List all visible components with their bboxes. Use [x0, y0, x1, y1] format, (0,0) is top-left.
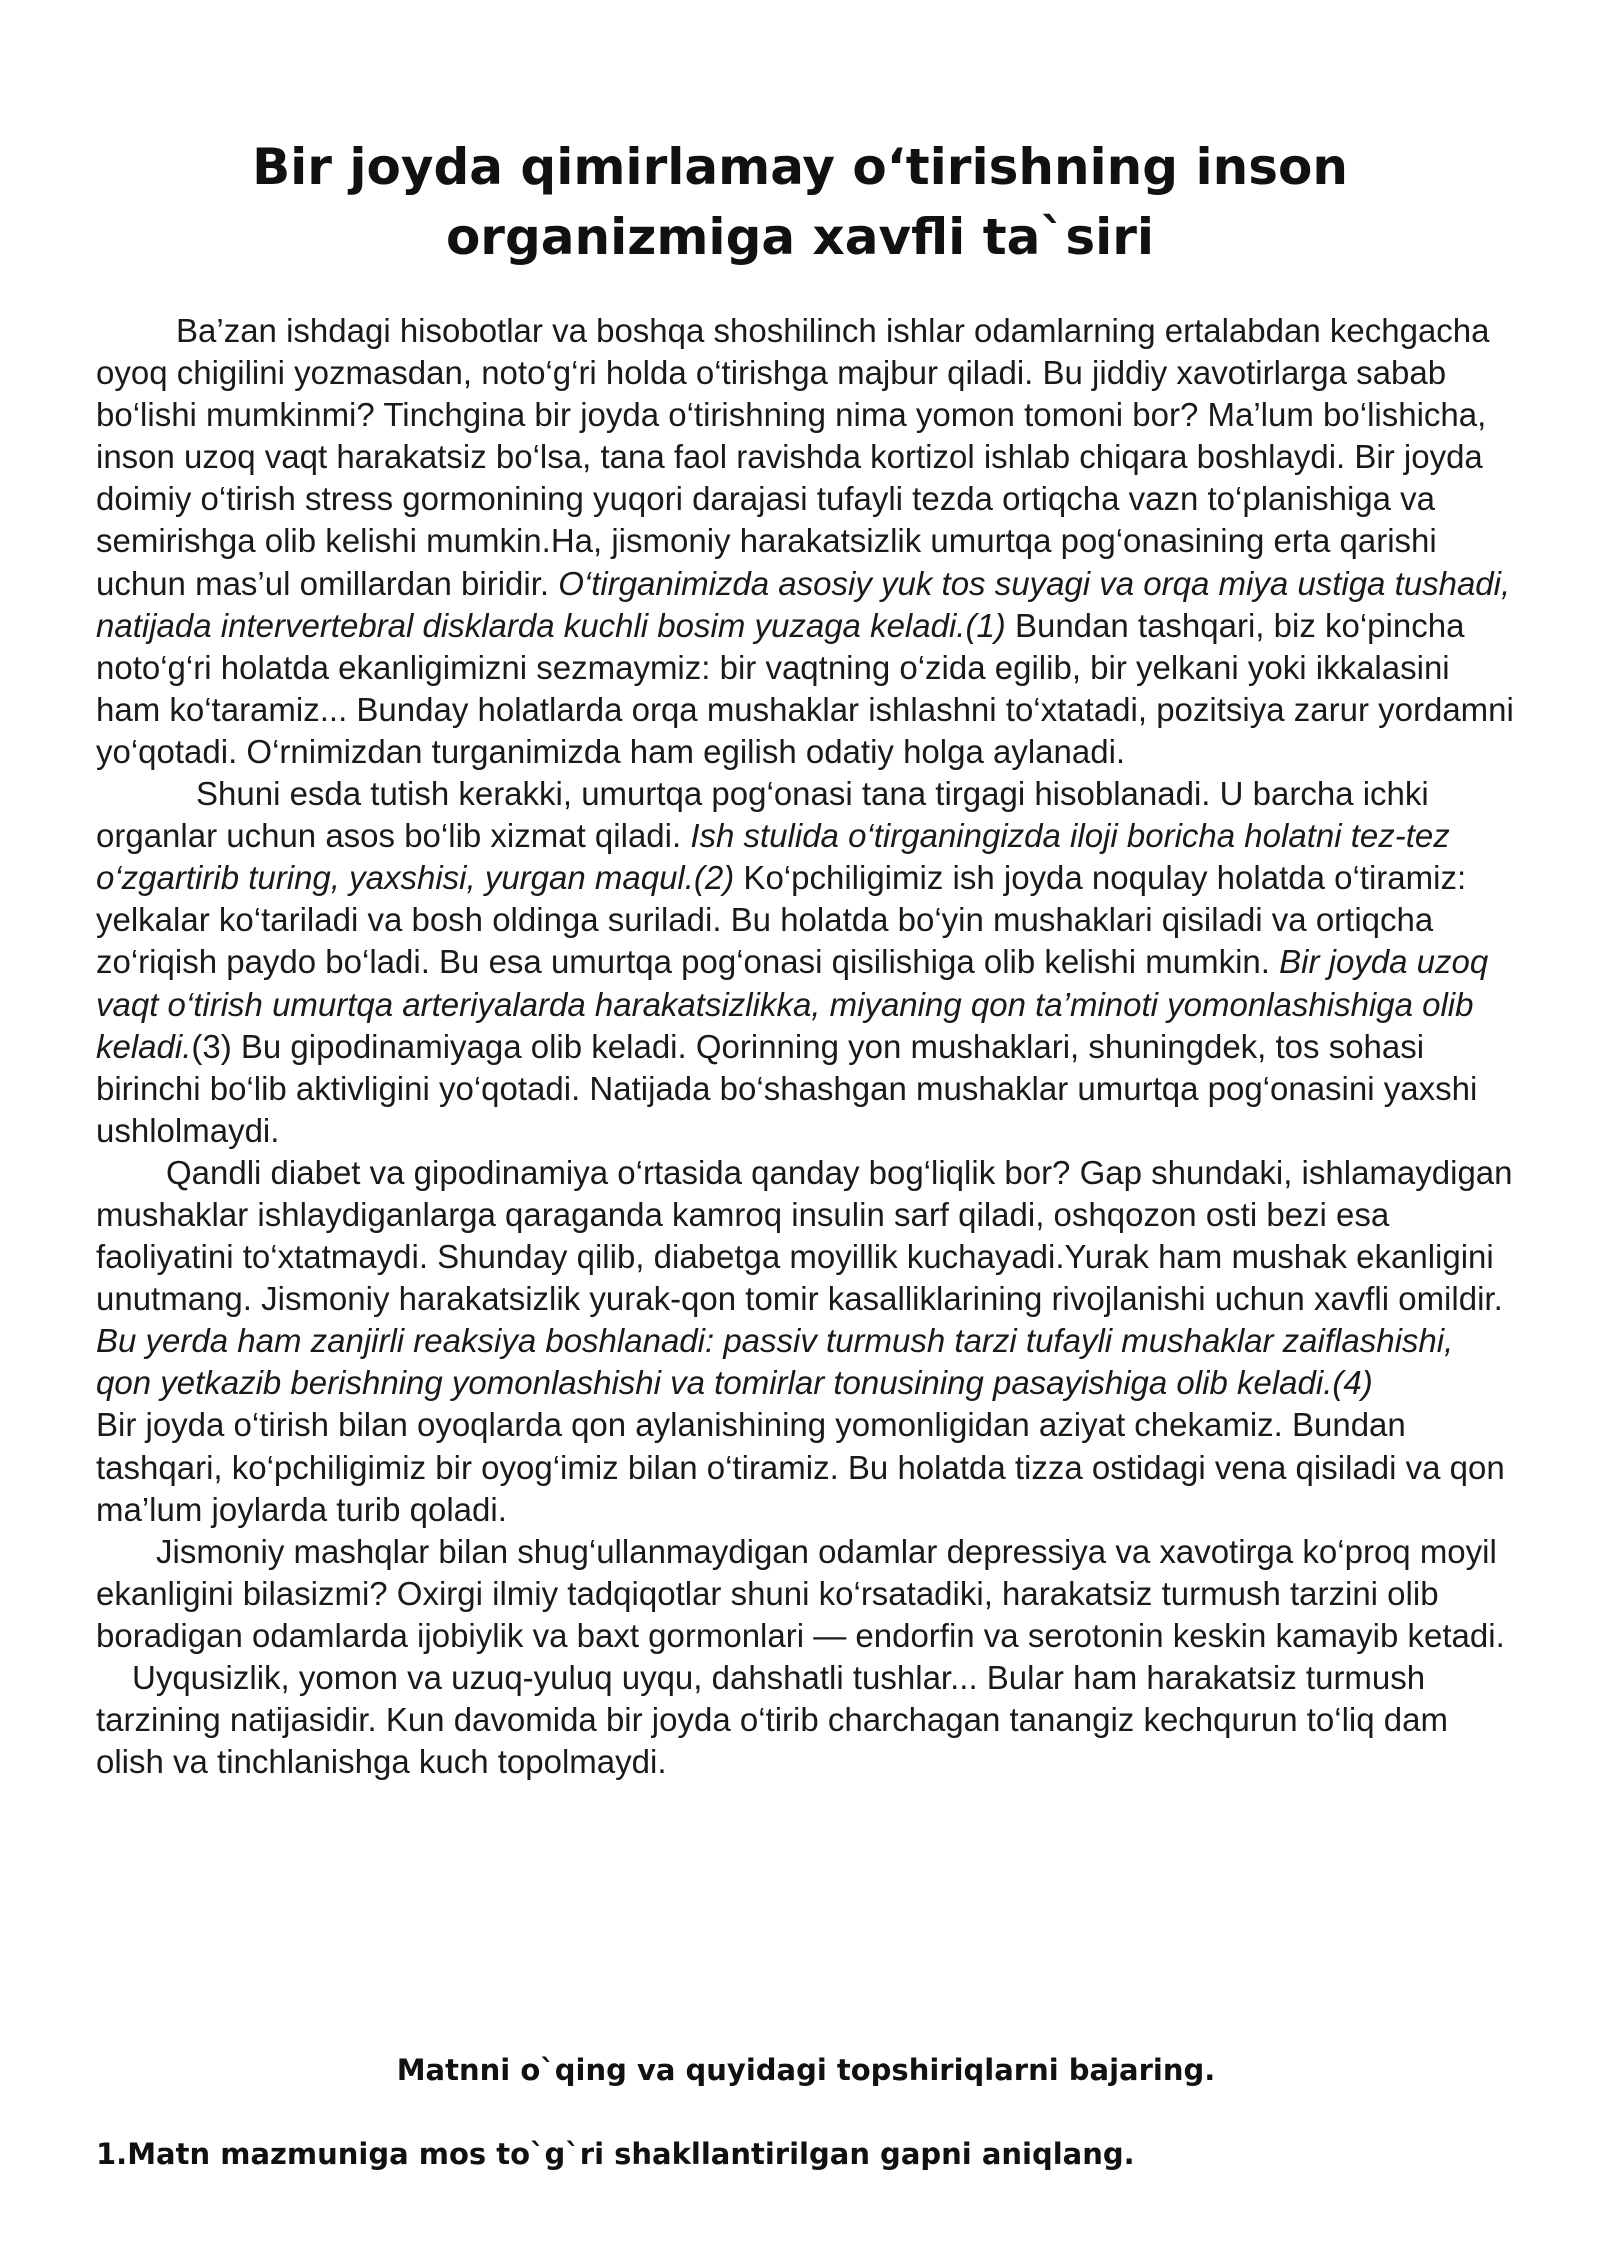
paragraph-text: Ba’zan ishdagi hisobotlar va boshqa shoshilinch ishlar odamlarning ertalabdan kechgacha oyoq chigilini yozmasdan, noto‘g‘ri holda o‘tirishga majbur qiladi. Bu jiddiy xavotirlarga sabab bo‘lishi mumkinmi? Tinchgina bir joyda o‘tirishning nima yomon tomoni bor? Ma’lum bo‘lishicha, inson uzoq vaqt harakatsiz bo‘lsa, tana faol ravishda kortizol ishlab chiqara boshlaydi. Bir joyda doimiy o‘tirish stress gormonining yuqori darajasi tufayli tezda ortiqcha vazn to‘planishiga va semirishga olib kelishi mumkin.Ha, jismoniy harakatsizlik umurtqa pog‘onasining erta qarishi uchun mas’ul omillardan biridir.: [96, 312, 1490, 602]
paragraph-text: (3) Bu gipodinamiyaga olib keladi. Qorinning yon mushaklari, shuningdek, tos sohasi birinchi bo‘lib aktivligini yo‘qotadi. Natijada bo‘shashgan mushaklar umurtqa pog‘onasini yaxshi ushlolmaydi.: [96, 1027, 1478, 1149]
paragraph-italic-text: O‘tirganimizda asosiy yuk tos suyagi va orqa miya ustiga tushadi, natijada intervertebral disklarda kuchli bosim yuzaga keladi.(1): [96, 564, 1511, 644]
paragraph-text: Bir joyda o‘tirish bilan oyoqlarda qon aylanishining yomonligidan aziyat chekamiz. Bundan tashqari, ko‘pchiligimiz bir oyog‘imiz bilan o‘tiramiz. Bu holatda tizza ostidagi vena qisiladi va qon ma’lum joylarda turib qoladi.: [96, 1406, 1505, 1528]
task-heading: Matnni o`qing va quyidagi topshiriqlarni bajaring.: [396, 2053, 1216, 2087]
paragraph-1: [96, 310, 1516, 773]
title-line-1: Bir joyda qimirlamay o‘tirishning inson: [252, 138, 1348, 196]
paragraph-3: [96, 1152, 1516, 1405]
paragraph-italic-text: Ish stulida o‘tirganingizda iloji boricha holatni tez-tez o‘zgartirib turing, yaxshisi, yurgan maqul.(2): [96, 817, 1450, 897]
title-line-2: organizmiga xavfli ta`siri: [445, 208, 1155, 266]
paragraph-italic-text: Bu yerda ham zanjirli reaksiya boshlanadi: passiv turmush tarzi tufayli mushaklar zaiflashishi, qon yetkazib berishning yomonlashishi va tomirlar tonusining pasayishiga olib keladi.(4): [96, 1322, 1454, 1402]
paragraph-text: Shuni esda tutish kerakki, umurtqa pog‘onasi tana tirgagi hisoblanadi. U barcha ichki organlar uchun asos bo‘lib xizmat qiladi.: [96, 775, 1429, 855]
paragraph-text: Bundan tashqari, biz ko‘pincha noto‘g‘ri holatda ekanligimizni sezmaymiz: bir vaqtning o‘zida egilib, bir yelkani yoki ikkalasini ham ko‘taramiz... Bunday holatlarda orqa mushaklar ishlashni to‘xtatadi, pozitsiya zarur yordamni yo‘qotadi. O‘rnimizdan turganimizda ham egilish odatiy holga aylanadi.: [96, 606, 1514, 770]
paragraph-6: [96, 1657, 1516, 1783]
paragraph-text: Ko‘pchiligimiz ish joyda noqulay holatda o‘tiramiz: yelkalar ko‘tariladi va bosh oldinga suriladi. Bu holatda bo‘yin mushaklari qisiladi va ortiqcha zo‘riqish paydo bo‘ladi. Bu esa umurtqa pog‘onasi qisilishiga olib kelishi mumkin.: [96, 859, 1467, 981]
document-title: [150, 132, 1450, 272]
paragraph-5: [96, 1531, 1516, 1657]
paragraph-2: [96, 773, 1516, 1152]
article-body: [96, 310, 1516, 1783]
paragraph-text: Uyqusizlik, yomon va uzuq-yuluq uyqu, dahshatli tushlar... Bular ham harakatsiz turmush tarzining natijasidir. Kun davomida bir joyda o‘tirib charchagan tanangiz kechqurun to‘liq dam olish va tinchlanishga kuch topolmaydi.: [96, 1659, 1448, 1781]
paragraph-text: Jismoniy mashqlar bilan shug‘ullanmaydigan odamlar depressiya va xavotirga ko‘proq moyil ekanligini bilasizmi? Oxirgi ilmiy tadqiqotlar shuni ko‘rsatadiki, harakatsiz turmush tarzini olib boradigan odamlarda ijobiylik va baxt gormonlari — endorfin va serotonin keskin kamayib ketadi.: [96, 1532, 1505, 1654]
task-1: 1.Matn mazmuniga mos to`g`ri shakllantirilgan gapni aniqlang.: [96, 2137, 1135, 2171]
paragraph-italic-text: Bir joyda uzoq vaqt o‘tirish umurtqa arteriyalarda harakatsizlikka, miyaning qon ta’minoti yomonlashishiga olib keladi.: [96, 943, 1489, 1065]
paragraph-text: Qandli diabet va gipodinamiya o‘rtasida qanday bog‘liqlik bor? Gap shundaki, ishlamaydigan mushaklar ishlaydiganlarga qaraganda kamroq insulin sarf qiladi, oshqozon osti bezi esa faoliyatini to‘xtatmaydi. Shunday qilib, diabetga moyillik kuchayadi.Yurak ham mushak ekanligini unutmang. Jismoniy harakatsizlik yurak-qon tomir kasalliklarining rivojlanishi uchun xavfli omildir.: [96, 1153, 1513, 1318]
paragraph-4: [96, 1404, 1516, 1530]
